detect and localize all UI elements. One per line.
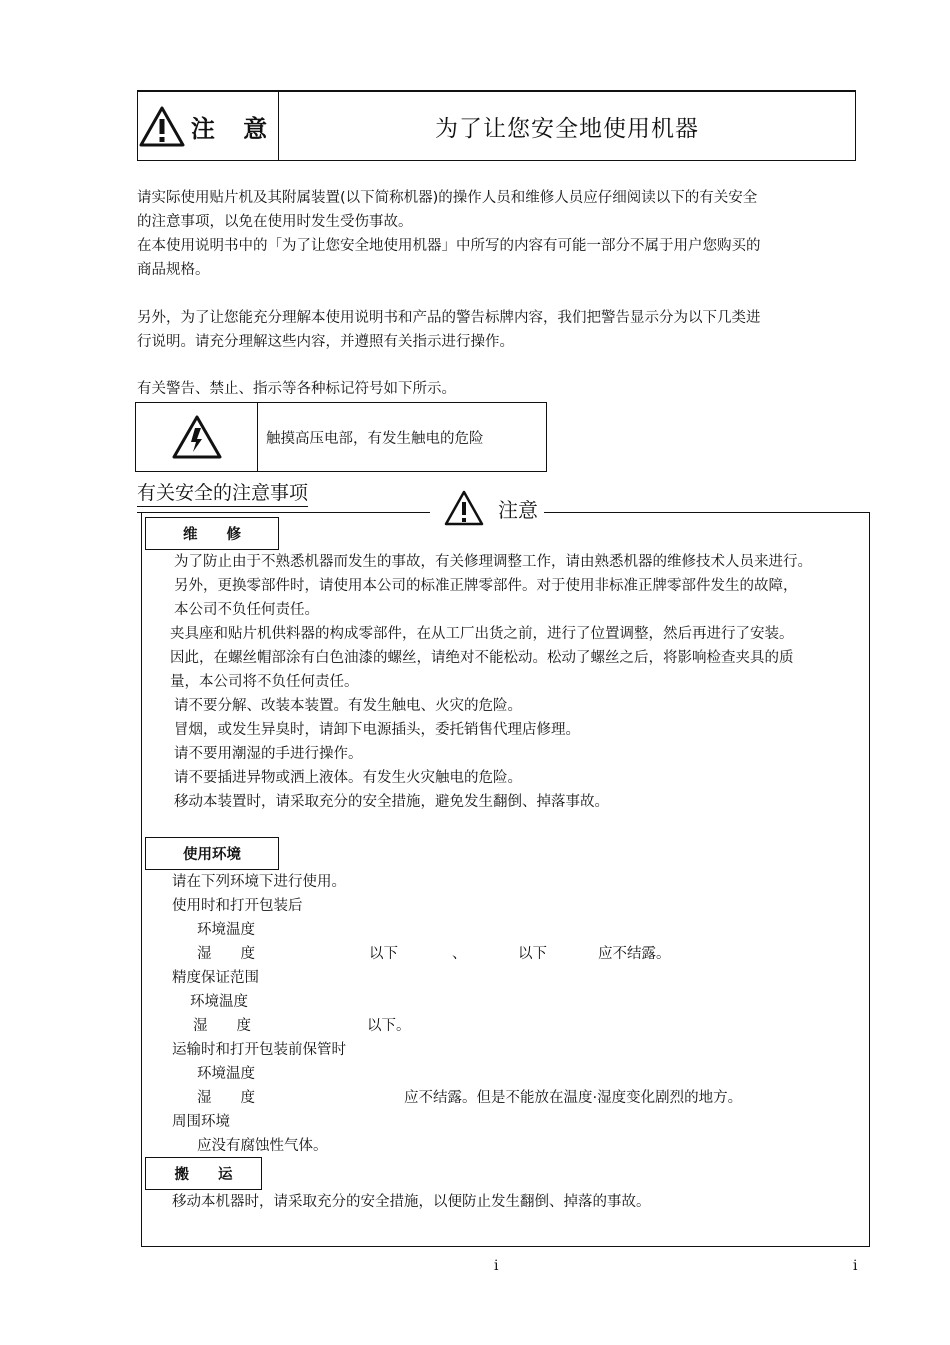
- environment-intro: 请在下列环境下进行使用。: [172, 874, 346, 890]
- maintenance-line: 另外，更换零部件时，请使用本公司的标准正牌零部件。对于使用非标准正牌零部件发生的故障，: [174, 578, 798, 594]
- notice-header-label: [138, 92, 279, 160]
- high-voltage-warning-icon: [171, 414, 223, 460]
- maintenance-text-block-2: [170, 622, 794, 694]
- maintenance-line: 本公司不负任何责任。: [174, 602, 319, 618]
- maintenance-line: 为了防止由于不熟悉机器而发生的事故，有关修理调整工作，请由熟悉机器的维修技术人员来进行。: [174, 554, 812, 570]
- precision-temperature-label: 环境温度: [190, 994, 248, 1010]
- symbol-intro: 有关警告、禁止、指示等各种标记符号如下所示。: [137, 381, 456, 397]
- maintenance-text-block-3: [174, 694, 609, 814]
- notice-word: 注 意: [190, 114, 278, 143]
- transport-storage-heading: 运输时和打开包装前保管时: [172, 1042, 346, 1058]
- use-humidity-separator: 、: [452, 946, 467, 962]
- maintenance-line: 量，本公司将不负任何责任。: [170, 674, 359, 690]
- transport-temperature-label: 环境温度: [197, 1066, 255, 1082]
- use-humidity-below-1: 以下: [369, 946, 398, 962]
- intro-paragraph-2: 另外，为了让您能充分理解本使用说明书和产品的警告标牌内容，我们把警告显示分为以下几类进 行说明。请充分理解这些内容，并遵照有关指示进行操作。: [137, 310, 761, 350]
- maintenance-line: 请不要插进异物或洒上液体。有发生火灾触电的危险。: [174, 770, 522, 786]
- intro-paragraph-1: 请实际使用贴片机及其附属装置(以下简称机器)的操作人员和维修人员应仔细阅读以下的有关安全 的注意事项，以免在使用时发生受伤事故。 在本使用说明书中的「为了让您安全地使用机器」中所写的内容有可能一部分不属于用户您购买的 商品规格。: [137, 190, 761, 278]
- maintenance-line: 请不要用潮湿的手进行操作。: [174, 746, 363, 762]
- notice-header: [137, 90, 856, 161]
- warning-triangle-icon: [444, 490, 484, 526]
- use-humidity-label: 湿 度: [197, 946, 255, 962]
- symbol-table: [135, 402, 547, 472]
- maintenance-line: 冒烟，或发生异臭时，请卸下电源插头，委托销售代理店修理。: [174, 722, 580, 738]
- notice-badge: [430, 488, 544, 528]
- precision-heading: 精度保证范围: [172, 970, 259, 986]
- maintenance-label: 维 修: [145, 517, 279, 550]
- use-humidity-note: 应不结露。: [598, 946, 671, 962]
- page-number-center: i: [494, 1258, 499, 1274]
- maintenance-text-block-1: [174, 550, 812, 622]
- transport-humidity-note: 应不结露。但是不能放在温度·湿度变化剧烈的地方。: [404, 1090, 743, 1106]
- page-title: 为了让您安全地使用机器: [435, 115, 699, 142]
- maintenance-line: 请不要分解、改装本装置。有发生触电、火灾的危险。: [174, 698, 522, 714]
- use-heading: 使用时和打开包装后: [172, 898, 303, 914]
- symbol-cell: [136, 403, 258, 471]
- safety-section-title: 有关安全的注意事项: [137, 478, 308, 507]
- maintenance-line: 因此，在螺丝帽部涂有白色油漆的螺丝，请绝对不能松动。松动了螺丝之后，将影响检查夹具的质: [170, 650, 794, 666]
- page-number-right: i: [853, 1258, 858, 1274]
- warning-triangle-icon: [139, 105, 185, 147]
- use-humidity-below-2: 以下: [518, 946, 547, 962]
- use-temperature-label: 环境温度: [197, 922, 255, 938]
- symbol-description: 触摸高压电部，有发生触电的危险: [266, 430, 484, 447]
- precision-humidity-label: 湿 度: [193, 1018, 251, 1034]
- surroundings-heading: 周围环境: [172, 1114, 230, 1130]
- maintenance-line: 夹具座和贴片机供料器的构成零部件，在从工厂出货之前，进行了位置调整，然后再进行了安装。: [170, 626, 794, 642]
- precision-humidity-below: 以下。: [367, 1018, 411, 1034]
- maintenance-line: 移动本装置时，请采取充分的安全措施，避免发生翻倒、掉落事故。: [174, 794, 609, 810]
- transport-label: 搬 运: [145, 1157, 262, 1190]
- notice-badge-text: 注意: [498, 497, 538, 522]
- surroundings-note: 应没有腐蚀性气体。: [197, 1138, 328, 1154]
- transport-line: 移动本机器时，请采取充分的安全措施，以便防止发生翻倒、掉落的事故。: [172, 1194, 651, 1210]
- transport-humidity-label: 湿 度: [197, 1090, 255, 1106]
- environment-label: 使用环境: [145, 837, 279, 870]
